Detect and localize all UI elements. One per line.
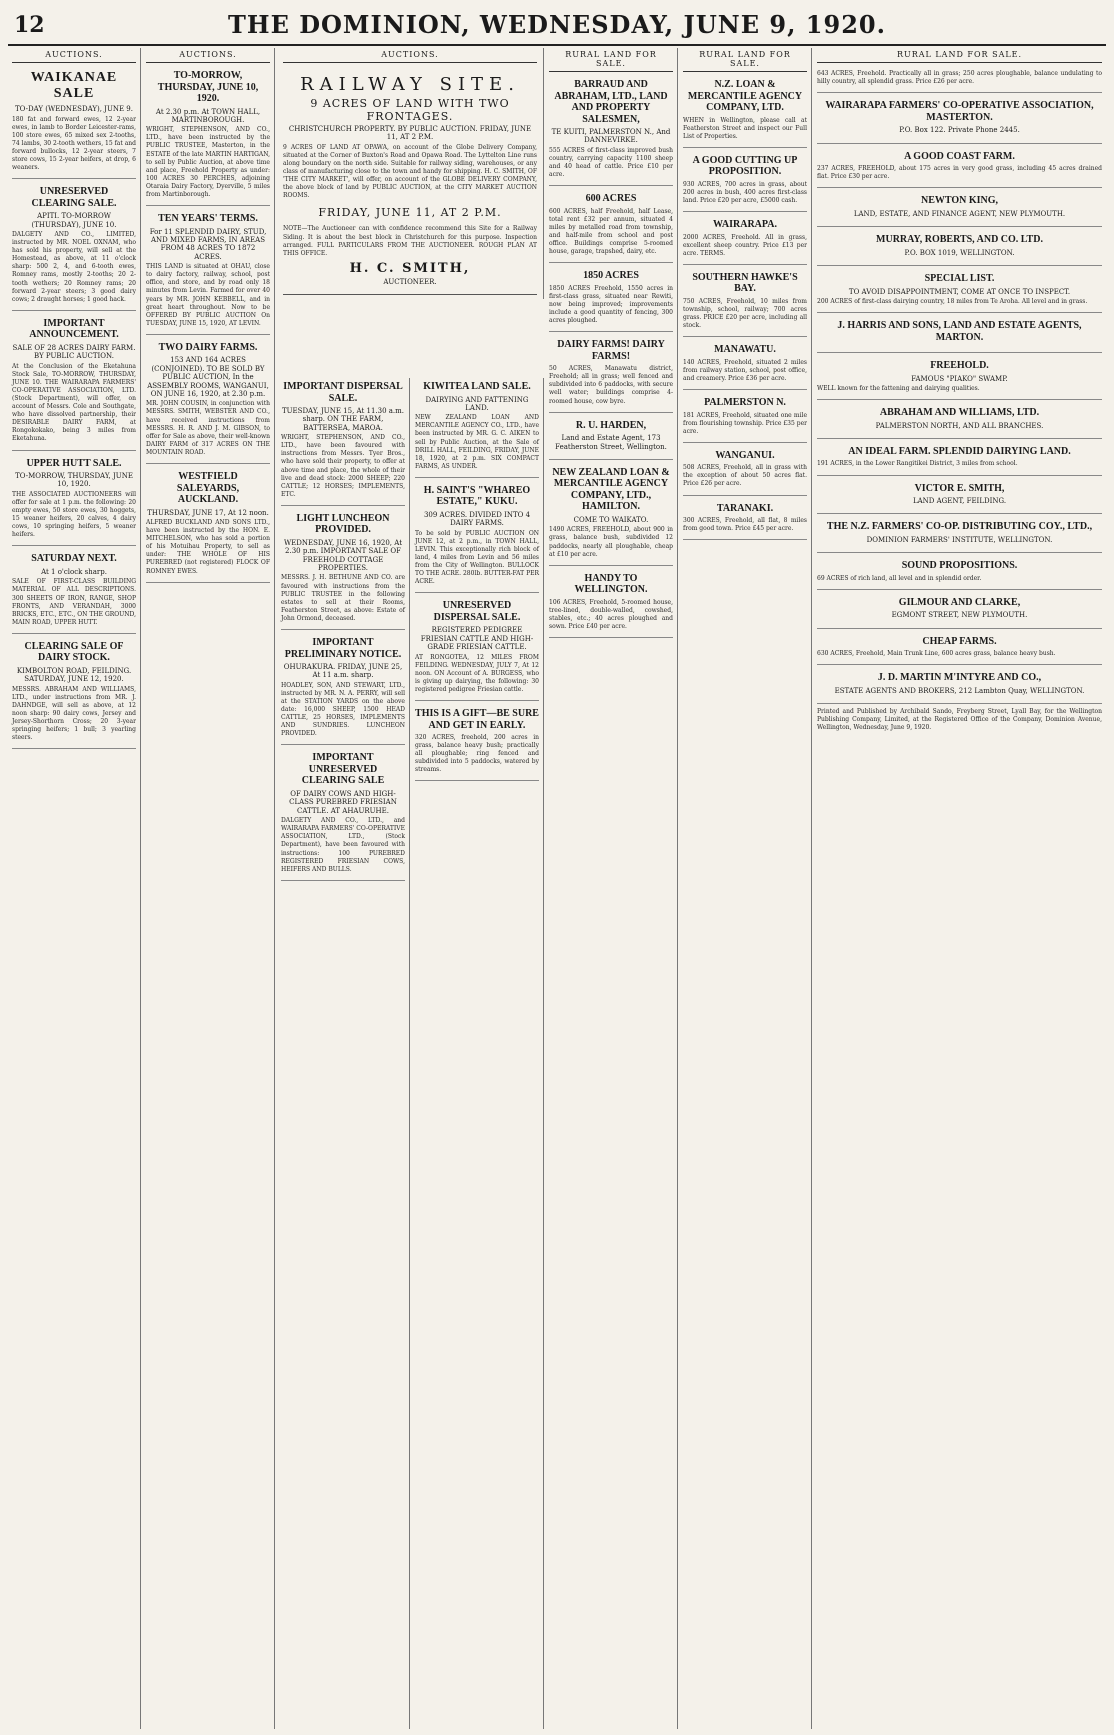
- ad-title: THIS IS A GIFT—BE SURE AND GET IN EARLY.: [415, 708, 539, 731]
- land-ad: [549, 76, 673, 186]
- ad-title: KIWITEA LAND SALE.: [423, 381, 531, 392]
- column-1: [8, 48, 141, 1729]
- ad-sub: 9 ACRES OF LAND WITH TWO FRONTAGES.: [310, 97, 510, 123]
- auction-ad: [146, 67, 270, 206]
- column-6: [679, 48, 812, 1729]
- ad-body: HOADLEY, SON, AND STEWART, LTD., instructed by MR. N. A. PERRY, will sell at the STATION YARDS on the above date: 16,000 SHEEP, 1500 HEAD CATTLE, 25 HORSES, IMPLEMENTS AND SUNDRIES. LUNCHEON PROVIDED.: [281, 681, 405, 738]
- ad-title: J. HARRIS AND SONS, LAND AND ESTATE AGENTS, MARTON.: [837, 320, 1082, 343]
- ad-body: WRIGHT, STEPHENSON, AND CO., LTD., have been instructed by the PUBLIC TRUSTEE, Masterton, in the ESTATE of the late MARTIN HARTIGAN, to sell by Public Auction, at above time and place, Freehold Property as under: 100 ACRES 30 PERCHES, adjoining Otaraia Dairy Factory, Dyerville, 5 miles from Martinborough.: [146, 126, 270, 199]
- ad-date: FRIDAY, JUNE 11, AT 2 P.M.: [318, 206, 502, 220]
- ad-place: CHRISTCHURCH PROPERTY. BY PUBLIC AUCTION. FRIDAY, JUNE 11, AT 2 P.M.: [288, 125, 532, 142]
- ad-sub: OF DAIRY COWS AND HIGH-CLASS PUREBRED FRIESIAN CATTLE. AT AHAURUHE.: [289, 789, 397, 815]
- land-ad: [683, 447, 807, 496]
- ad-body: THE ASSOCIATED AUCTIONEERS will offer for sale at 1 p.m. the following: 20 empty ewes, 50 store ewes, 30 hoggets, 15 weaner heifers, 20 calves, 4 dairy cows, 10 springing heifers, 5 weaner heifers.: [12, 490, 136, 539]
- ad-title: J. D. MARTIN M'INTYRE AND CO.,: [877, 672, 1042, 684]
- land-ad: [549, 417, 673, 460]
- ad-title: AN IDEAL FARM. SPLENDID DAIRYING LAND.: [848, 445, 1071, 457]
- ad-title: SOUTHERN HAWKE'S BAY.: [692, 271, 798, 295]
- ad-body: 140 ACRES, Freehold, situated 2 miles from railway station, school, post office, and creamery. Price £36 per acre.: [683, 358, 807, 382]
- ad-title: FREEHOLD.: [930, 360, 989, 372]
- ad-sub: TE KUITI, PALMERSTON N., And DANNEVIRKE.: [551, 128, 671, 145]
- column-head: RURAL LAND FOR SALE.: [817, 48, 1102, 63]
- ad-title: SPECIAL LIST.: [924, 273, 995, 285]
- land-ad: [817, 557, 1102, 590]
- land-ad: [817, 480, 1102, 515]
- ad-body: 2000 ACRES, Freehold. All in grass, excellent sheep country. Price £13 per acre. TERMS.: [683, 233, 807, 257]
- ad-title: WANGANUI.: [715, 449, 775, 461]
- ad-signature: H. C. SMITH,: [349, 260, 471, 276]
- auction-ad: [281, 510, 405, 630]
- land-ad: [683, 394, 807, 443]
- ad-body: 300 ACRES, Freehold, all flat, 8 miles from good town. Price £45 per acre.: [683, 517, 807, 533]
- auction-ad: [12, 455, 136, 547]
- ad-body: SALE OF FIRST-CLASS BUILDING MATERIAL OF ALL DESCRIPTIONS. 300 SHEETS OF IRON, RANGE, SHOP FRONTS, AND VERANDAH, 3000 BRICKS, ETC., ETC., ON THE GROUND, MAIN ROAD, UPPER HUTT.: [12, 578, 136, 626]
- ad-title: UPPER HUTT SALE.: [26, 457, 122, 469]
- ad-sub: APITI. TO-MORROW (THURSDAY), JUNE 10.: [31, 212, 117, 229]
- ad-sub: P.O. BOX 1019, WELLINGTON.: [904, 248, 1015, 257]
- ad-body: At the Conclusion of the Eketahuna Stock Sale, TO-MORROW, THURSDAY, JUNE 10. THE WAIRARAPA FARMERS' CO-OPERATIVE ASSOCIATION, LTD. (Stock Department), will offer, on account of Messrs. Cole and Southgate, who have dissolved partnership, their DESIRABLE DAIRY FARM, at Rongokokako, being 3 miles from Eketahuna.: [12, 362, 136, 443]
- ad-body: THIS LAND is situated at OHAU, close to dairy factory, railway, school, post office, and store, and by road only 18 minutes from Levin. Farmed for over 40 years by MR. JOHN KEBBELL, and in great heart throughout. Now to be OFFERED BY PUBLIC AUCTION On TUESDAY, JUNE 15, 1920, AT LEVIN.: [146, 263, 270, 327]
- ad-sub: 309 ACRES. DIVIDED INTO 4 DAIRY FARMS.: [423, 510, 531, 528]
- ad-sub: WEDNESDAY, JUNE 16, 1920, At 2.30 p.m. IMPORTANT SALE OF FREEHOLD COTTAGE PROPERTIES.: [283, 538, 403, 573]
- ad-sub: ESTATE AGENTS AND BROKERS, 212 Lambton Quay, WELLINGTON.: [834, 686, 1085, 695]
- ad-title: IMPORTANT ANNOUNCEMENT.: [29, 317, 119, 341]
- auction-ad: [146, 468, 270, 583]
- ad-title: TO-MORROW, THURSDAY, JUNE 10, 1920.: [157, 70, 259, 104]
- ad-body: 69 ACRES of rich land, all level and in splendid order.: [817, 574, 982, 582]
- auction-ad: [12, 315, 136, 451]
- ad-body: To be sold by PUBLIC AUCTION ON JUNE 12, at 2 p.m., in TOWN HALL, LEVIN. This exceptionally rich block of land, 4 miles from Levin and 56 miles from the City of Wellington. BULLOCK TO THE ACRE. 280lb. BUTTER-FAT PER ACRE.: [415, 529, 540, 586]
- ad-sub: At 1 o'clock sharp.: [41, 567, 107, 576]
- ad-body: MR. JOHN COUSIN, in conjunction with MESSRS. SMITH, WEBSTER AND CO., have received instructions from MESSRS. H. R. AND J. M. GIBSON, to offer for Sale as above, their well-known DAIRY FARM of 317 ACRES ON THE MOUNTAIN ROAD.: [146, 400, 270, 456]
- auction-ad: [12, 183, 136, 311]
- auction-ad: [415, 482, 539, 593]
- column-head: RURAL LAND FOR SALE.: [683, 48, 807, 72]
- land-ad: [817, 317, 1102, 353]
- ad-title: MANAWATU.: [714, 344, 776, 356]
- ad-sub: DOMINION FARMERS' INSTITUTE, WELLINGTON.: [866, 535, 1053, 544]
- ad-body: 200 ACRES of first-class dairying country, 18 miles from Te Aroha. All level and in grass.: [817, 297, 1088, 305]
- ad-sub: TUESDAY, JUNE 15, At 11.30 a.m. sharp. ON THE FARM, BATTERSEA, MAROA.: [281, 407, 405, 432]
- ad-title: LIGHT LUNCHEON PROVIDED.: [296, 512, 390, 536]
- newspaper-title: THE DOMINION, WEDNESDAY, JUNE 9, 1920.: [228, 10, 886, 39]
- land-ad: [817, 518, 1102, 553]
- ad-title: SATURDAY NEXT.: [31, 553, 117, 565]
- auction-ad: [281, 378, 405, 506]
- ad-body: NEW ZEALAND LOAN AND MERCANTILE AGENCY CO., LTD., have been instructed by MR. G. C. AIKEN to sell by Public Auction, at the Sale of DRILL HALL, FEILDING, FRIDAY, JUNE 18, 1920, at 2 p.m. SIX COMPACT FARMS, AS UNDER.: [415, 414, 539, 470]
- ad-title: H. SAINT'S "WHAREO ESTATE," KUKU.: [423, 484, 531, 508]
- ad-title: A GOOD CUTTING UP PROPOSITION.: [692, 154, 798, 178]
- auction-ad: [415, 705, 539, 781]
- ad-title: NEWTON KING,: [920, 195, 999, 207]
- column-head: RURAL LAND FOR SALE.: [549, 48, 673, 72]
- railway-site-ad: [277, 48, 544, 299]
- ad-body: 930 ACRES, 700 acres in grass, about 200 acres in bush, 400 acres first-class land. Price £20 per acre, £5000 cash.: [683, 180, 807, 204]
- column-5: [545, 48, 678, 1729]
- ad-sub: LAND, ESTATE, AND FINANCE AGENT, NEW PLYMOUTH.: [853, 209, 1066, 218]
- ad-body: 106 ACRES, Freehold, 5-roomed house, tree-lined, double-walled, cowshed, stables, etc.; 40 acres ploughed and sown. Price £40 per acre.: [549, 598, 673, 630]
- ad-sub: TO-MORROW, THURSDAY, JUNE 10, 1920.: [15, 472, 133, 489]
- auction-ad: [415, 378, 539, 478]
- ad-body: DALGETY AND CO., LIMITED, instructed by MR. NOEL OXNAM, who has sold his property, will sell at the Homestead, as above, at 11 o'clock sharp: 500 2, 4, and 6-tooth ewes, Romney rams, mostly 2-tooths; 20 2-tooth wethers; 20 Romney rams; 20 forward 2-year steers; 3 good dairy cows; 2 draught horses; 1 good hack.: [12, 231, 136, 303]
- auction-ad: [12, 638, 136, 749]
- land-ad: [817, 67, 1102, 93]
- ad-body: 180 fat and forward ewes, 12 2-year ewes, in lamb to Border Leicester-rams, 100 store ewes, 65 mixed sex 2-tooths, 74 lambs, 30 2-tooth wethers, 15 fat and forward bullocks, 12 2-year steers, 7 store cows, 15 2-year heifers, at drop, 6 weaners.: [12, 115, 136, 172]
- land-ad: [549, 267, 673, 332]
- ad-title: 1850 ACRES: [583, 270, 639, 282]
- ad-body: 555 ACRES of first-class improved bush country, carrying capacity 1100 sheep and 40 head of cattle. Price £10 per acre.: [549, 146, 673, 179]
- ad-title: TWO DAIRY FARMS.: [158, 341, 258, 353]
- ad-body: 750 ACRES, Freehold, 10 miles from township, school, railway; 700 acres grass. PRICE £20 per acre, including all stock.: [683, 297, 807, 330]
- land-ad: [549, 190, 673, 263]
- ad-sub: P.O. Box 122. Private Phone 2445.: [899, 126, 1020, 135]
- ad-title: N.Z. LOAN & MERCANTILE AGENCY COMPANY, LTD.: [687, 79, 803, 113]
- column-2: [142, 48, 275, 1729]
- auction-ad: [281, 749, 405, 880]
- ad-body-2: NOTE—The Auctioneer can with confidence recommend this Site for a Railway Siding. It is about the best block in Christchurch for this purpose. Inspection arranged. FULL PARTICULARS FROM THE AUCTIONEER. ROUGH PLAN AT THIS OFFICE.: [283, 225, 537, 257]
- ad-title: IMPORTANT UNRESERVED CLEARING SALE: [301, 752, 385, 787]
- ad-title: UNRESERVED CLEARING SALE.: [31, 186, 117, 209]
- page-number: 12: [14, 12, 45, 38]
- auction-ad: [12, 67, 136, 179]
- land-ad: [817, 148, 1102, 189]
- ad-sub: DAIRYING AND FATTENING LAND.: [425, 395, 529, 412]
- auction-ad: [415, 597, 539, 701]
- land-ad: [817, 231, 1102, 266]
- ad-title: GILMOUR AND CLARKE,: [898, 596, 1021, 608]
- land-ad: [817, 357, 1102, 400]
- ad-title: TARANAKI.: [716, 502, 774, 514]
- masthead: [8, 6, 1106, 46]
- land-ad: [817, 443, 1102, 476]
- ad-sub: TO-DAY (WEDNESDAY), JUNE 9.: [15, 105, 133, 114]
- land-ad: [817, 633, 1102, 666]
- ad-body: DALGETY AND CO., LTD., and WAIRARAPA FARMERS' CO-OPERATIVE ASSOCIATION, LTD., (Stock Department), have been favoured with instructions: 100 PUREBRED REGISTERED FRIESIAN COWS, HEIFERS AND BULLS.: [281, 817, 405, 873]
- ad-title: WAIRARAPA FARMERS' CO-OPERATIVE ASSOCIATION, MASTERTON.: [825, 100, 1094, 123]
- ad-title: TEN YEARS' TERMS.: [158, 213, 258, 225]
- ad-body: WELL known for the fattening and dairying qualities.: [817, 384, 980, 392]
- feature-ad: [283, 67, 537, 295]
- land-ad: [683, 76, 807, 148]
- ad-title: A GOOD COAST FARM.: [904, 150, 1015, 162]
- ad-body: 9 ACRES OF LAND AT OPAWA, on account of the Globe Delivery Company, situated at the Corner of Buxton's Road and Opawa Road. The Lyttelton Line runs along boundary on the north side. Suitable for railway siding, warehouses, or any class of manufacturing close to the town and handy for shipping. H. C. SMITH, OF 'THE CITY MARKET', will offer, on account of the GLOBE DELIVERY COMPANY, the above block of land by PUBLIC AUCTION, at the CITY MARKET AUCTION ROOMS.: [283, 143, 537, 200]
- ad-title: CLEARING SALE OF DAIRY STOCK.: [24, 640, 124, 664]
- auction-ad: [146, 210, 270, 335]
- column-3: [277, 378, 410, 1729]
- land-ad: [683, 152, 807, 212]
- ad-title: CHEAP FARMS.: [922, 635, 997, 647]
- ad-title: HANDY TO WELLINGTON.: [574, 572, 648, 596]
- ad-sub: At 2.30 p.m. At TOWN HALL, MARTINBOROUGH.: [155, 107, 261, 124]
- land-ad: [683, 269, 807, 337]
- column-head: AUCTIONS.: [283, 48, 537, 63]
- ad-sub: OHURAKURA. FRIDAY, JUNE 25, At 11 a.m. sharp.: [283, 663, 403, 680]
- land-ad: [683, 216, 807, 265]
- ad-body: 50 ACRES, Manawatu district, Freehold; all in grass; well fenced and subdivided into 6 paddocks, with secure well water; buildings comprise 4-roomed house, cow byre.: [549, 365, 673, 405]
- ad-title: RAILWAY SITE.: [300, 74, 520, 95]
- columns-area: [8, 48, 1106, 1729]
- column-head: AUCTIONS.: [12, 48, 136, 63]
- ad-title: WAIRARAPA.: [713, 219, 777, 231]
- ad-title: NEW ZEALAND LOAN & MERCANTILE AGENCY COMPANY, LTD., HAMILTON.: [552, 466, 670, 513]
- ad-body: 630 ACRES, Freehold, Main Trunk Line, 600 acres grass, balance heavy bush.: [817, 650, 1056, 658]
- ad-title: WESTFIELD SALEYARDS, AUCKLAND.: [176, 471, 240, 506]
- land-ad: [683, 341, 807, 390]
- ad-body: AT RONGOTEA, 12 MILES FROM FEILDING. WEDNESDAY, JULY 7, At 12 noon. ON Account of A. BURGESS, who is giving up dairying, the following: 30 registered pedigree Friesian cattle.: [415, 653, 539, 693]
- ad-title: PALMERSTON N.: [704, 397, 786, 408]
- ad-sub: PALMERSTON NORTH, AND ALL BRANCHES.: [875, 421, 1044, 430]
- ad-body: 191 ACRES, in the Lower Rangitikei District, 3 miles from school.: [817, 460, 1018, 468]
- ad-title: VICTOR E. SMITH,: [914, 482, 1005, 494]
- auction-ad: [281, 634, 405, 745]
- ad-title: SOUND PROPOSITIONS.: [901, 560, 1018, 572]
- ad-body: 1490 ACRES, FREEHOLD, about 900 in grass, balance bush, subdivided 12 paddocks, nearly all ploughable, cheap at £10 per acre.: [549, 526, 673, 558]
- ad-title: ABRAHAM AND WILLIAMS, LTD.: [879, 407, 1040, 419]
- ad-title: IMPORTANT DISPERSAL SALE.: [283, 381, 403, 404]
- ad-sub: TO AVOID DISAPPOINTMENT, COME AT ONCE TO INSPECT.: [848, 287, 1071, 296]
- ad-body: 600 ACRES, half Freehold, half Lease, total rent £32 per annum, situated 4 miles by metalled road from township, and half-mile from school and post office. Buildings comprise 5-roomed house, garage, trapshed, dairy, etc.: [549, 207, 673, 256]
- ad-body: MESSRS. ABRAHAM AND WILLIAMS, LTD., under instructions from MR. J. DAHNDGE, will sell as above, at 12 noon sharp: 90 dairy cows, Jersey and Jersey-Shorthorn Cross; 20 3-year springing heifers; 1 bull; 3 yearling steers.: [12, 685, 136, 742]
- ad-sub: 153 AND 164 ACRES (CONJOINED). TO BE SOLD BY PUBLIC AUCTION, In the ASSEMBLY ROOMS, WANGANUI, ON JUNE 16, 1920, at 2.30 p.m.: [147, 356, 269, 398]
- ad-title: 600 ACRES: [585, 193, 637, 205]
- land-ad: [683, 500, 807, 541]
- land-ad: [817, 97, 1102, 143]
- land-ad: [549, 336, 673, 412]
- ad-sub: THURSDAY, JUNE 17, At 12 noon.: [147, 508, 269, 517]
- land-ad: [549, 570, 673, 638]
- ad-signature-role: AUCTIONEER.: [383, 277, 437, 286]
- ad-sub: REGISTERED PEDIGREE FRIESIAN CATTLE AND HIGH-GRADE FRIESIAN CATTLE.: [420, 626, 534, 652]
- ad-body: MESSRS. J. H. BETHUNE AND CO. are favoured with instructions from the PUBLIC TRUSTEE in the following estates to sell at their Rooms, Featherston Street, as above: Estate of John Ormond, deceased.: [281, 574, 405, 622]
- ad-body: 237 ACRES, FREEHOLD, about 175 acres in very good grass, including 45 acres drained flat. Price £30 per acre.: [817, 165, 1102, 181]
- ad-sub: Land and Estate Agent, 173 Featherston Street, Wellington.: [555, 434, 667, 451]
- ad-body: WHEN in Wellington, please call at Featherston Street and inspect our Full List of Properties.: [683, 116, 807, 140]
- ad-sub: FAMOUS "PIAKO" SWAMP.: [911, 374, 1008, 383]
- ad-title: WAIKANAE SALE: [30, 70, 118, 102]
- land-ad: [817, 669, 1102, 704]
- ad-body: 181 ACRES, Freehold, situated one mile from flourishing township. Price £35 per acre.: [683, 411, 807, 435]
- ad-title: BARRAUD AND ABRAHAM, LTD., LAND AND PROPERTY SALESMEN,: [554, 79, 668, 125]
- ad-title: R. U. HARDEN,: [575, 419, 647, 431]
- column-7: [813, 48, 1106, 1729]
- auction-ad: [12, 550, 136, 633]
- ad-body: WRIGHT, STEPHENSON, AND CO., LTD., have been favoured with instructions from Messrs. Tyer Bros., who have sold their property, to offer at above time and place, the whole of their live and dead stock: 2000 SHEEP; 220 CATTLE; 12 HORSES; IMPLEMENTS, ETC.: [281, 434, 405, 498]
- auction-ad: [146, 339, 270, 464]
- ad-body: 643 ACRES, Freehold. Practically all in grass; 250 acres ploughable, balance undulating to hilly country, all splendid grass. Price £26 per acre.: [817, 70, 1102, 86]
- ad-sub: KIMBOLTON ROAD, FEILDING. SATURDAY, JUNE 12, 1920.: [16, 666, 132, 684]
- land-ad: [549, 464, 673, 566]
- ad-sub: LAND AGENT, FEILDING.: [912, 497, 1007, 505]
- ad-sub: SALE OF 28 ACRES DAIRY FARM. BY PUBLIC AUCTION.: [12, 343, 136, 361]
- ad-title: DAIRY FARMS! DAIRY FARMS!: [557, 339, 665, 362]
- ad-body: ALFRED BUCKLAND AND SONS LTD., have been instructed by the HON. E. MITCHELSON, who has sold a portion of his Motuihau Property, to sell as under: THE WHOLE OF HIS PUREBRED (not registered) FLOCK OF ROMNEY EWES.: [146, 518, 270, 575]
- ad-body: 508 ACRES, Freehold, all in grass with the exception of about 50 acres flat. Price £26 per acre.: [683, 464, 807, 488]
- ad-title: UNRESERVED DISPERSAL SALE.: [433, 600, 521, 623]
- ad-title: MURRAY, ROBERTS, AND CO. LTD.: [876, 234, 1043, 246]
- column-4: [411, 378, 544, 1729]
- imprint: Printed and Published by Archibald Sando, Freyberg Street, Lyall Bay, for the Wellington Publishing Company, Limited, at the Registered Office of the Company, Dominion Avenue, Wellington, Wednesday, June 9, 1920.: [817, 708, 1102, 732]
- ad-body: 1850 ACRES Freehold, 1550 acres in first-class grass, situated near Rewiti, now being improved; improvements include a good quantity of fencing, 300 acres ploughed.: [549, 284, 673, 325]
- land-ad: [817, 270, 1102, 313]
- land-ad: [817, 404, 1102, 439]
- ad-title: IMPORTANT PRELIMINARY NOTICE.: [284, 637, 402, 660]
- ad-body: 320 ACRES, freehold, 200 acres in grass, balance heavy bush; practically all ploughable; ring fenced and subdivided into 5 paddocks, watered by streams.: [415, 734, 539, 774]
- ad-sub: COME TO WAIKATO.: [573, 515, 649, 524]
- ad-title: THE N.Z. FARMERS' CO-OP. DISTRIBUTING COY., LTD.,: [826, 521, 1093, 533]
- land-ad: [817, 192, 1102, 227]
- ad-sub: For 11 SPLENDID DAIRY, STUD, AND MIXED FARMS, IN AREAS FROM 48 ACRES TO 1872 ACRES.: [149, 227, 267, 261]
- ad-sub: EGMONT STREET, NEW PLYMOUTH.: [891, 611, 1028, 620]
- column-head: AUCTIONS.: [146, 48, 270, 63]
- land-ad: [817, 594, 1102, 629]
